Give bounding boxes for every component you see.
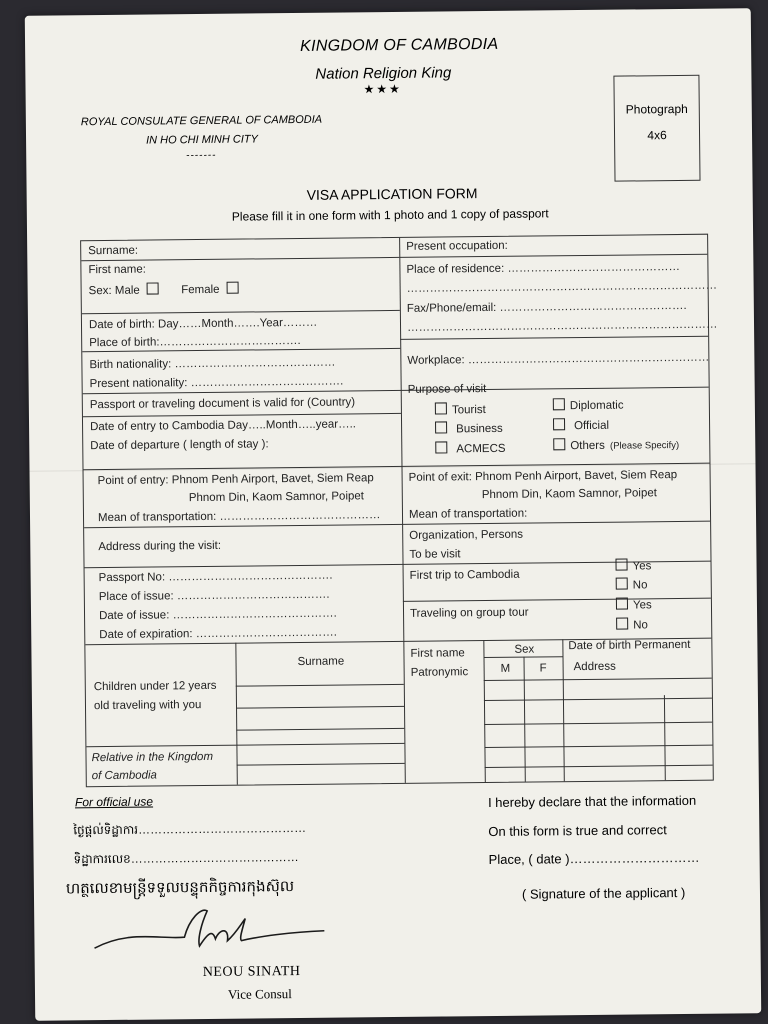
diplomatic-checkbox[interactable] [553, 398, 565, 410]
kingdom-title: KINGDOM OF CAMBODIA [300, 35, 499, 55]
surname-label: Surname: [88, 244, 139, 258]
header-separator: ------- [186, 149, 217, 162]
tourist-label: Tourist [451, 404, 486, 417]
stars: ★★★ [363, 81, 402, 97]
first-trip-yes-label: Yes [632, 560, 652, 573]
sex-female-label: Female [181, 283, 220, 297]
dob-column: Date of birth Permanent [568, 638, 691, 653]
diplomatic-label: Diplomatic [569, 399, 624, 413]
officer-signature [89, 898, 330, 961]
address-during-visit-field[interactable]: Address during the visit: [98, 539, 222, 554]
purpose-of-visit-label: Purpose of visit [407, 383, 487, 396]
patronymic-column: Patronymic [410, 666, 469, 679]
children-label: Children under 12 years [93, 679, 217, 694]
sex-column: Sex [514, 643, 535, 656]
group-tour-no[interactable] [616, 617, 648, 631]
first-name-column: First name [410, 647, 465, 660]
application-table [80, 234, 718, 788]
khmer-visa-number: ទិដ្ឋាការលេខ…………………………………… [73, 850, 299, 867]
group-tour-yes-label: Yes [632, 599, 652, 612]
form-title: VISA APPLICATION FORM [306, 185, 478, 203]
business-checkbox[interactable] [435, 421, 447, 433]
khmer-visa-date: ថ្ងៃផ្តល់ទិដ្ឋាការ…………………………………… [73, 820, 307, 838]
workplace-field[interactable]: Workplace: ……………………………………………………… [407, 351, 710, 367]
officer-name: NEOU SINATH [202, 963, 301, 981]
declaration-line-2: On this form is true and correct [488, 822, 667, 840]
purpose-diplomatic[interactable] [553, 398, 624, 413]
form-instruction: Please fill it in one form with 1 photo and 1 copy of passport [231, 206, 549, 224]
date-of-expiration-field[interactable]: Date of expiration: ………………………………. [99, 626, 338, 642]
date-of-issue-field[interactable]: Date of issue: ……………………………………. [98, 607, 337, 623]
place-of-issue-field[interactable]: Place of issue: …………………………………. [98, 588, 330, 604]
national-motto: Nation Religion King [315, 64, 452, 83]
business-label: Business [456, 422, 503, 436]
fax-phone-email-field[interactable]: Fax/Phone/email: …………………………………………. [406, 299, 687, 315]
place-of-residence-field[interactable]: Place of residence: ……………………………………… [406, 260, 681, 276]
group-tour-no-label: No [633, 619, 648, 632]
group-tour-label: Traveling on group tour [409, 606, 529, 620]
female-column: F [539, 662, 547, 675]
photo-label: Photograph [625, 101, 688, 117]
first-name-label: First name: [88, 263, 147, 277]
date-of-departure-field[interactable]: Date of departure ( length of stay ): [90, 438, 269, 453]
please-specify: (Please Specify) [609, 439, 680, 452]
residence-line-2[interactable]: ……………………………………………………………………… [406, 279, 718, 295]
first-trip-no[interactable] [616, 577, 648, 591]
birth-nationality-field[interactable]: Birth nationality: …………………………………… [89, 356, 336, 372]
official-label: Official [574, 419, 610, 433]
female-checkbox[interactable] [227, 282, 239, 294]
applicant-signature-label: ( Signature of the applicant ) [521, 884, 686, 902]
exit-transport-field[interactable]: Mean of transportation: [408, 507, 528, 521]
photo-size: 4x6 [647, 128, 667, 143]
male-checkbox[interactable] [147, 282, 159, 294]
entry-transport-field[interactable]: Mean of transportation: …………………………………… [97, 509, 381, 525]
present-nationality-field[interactable]: Present nationality: …………………………………. [89, 375, 344, 391]
present-occupation-field[interactable]: Present occupation: [406, 239, 508, 253]
official-checkbox[interactable] [553, 418, 565, 430]
first-trip-label: First trip to Cambodia [409, 568, 520, 582]
officer-title: Vice Consul [227, 986, 292, 1002]
organization-persons-label: Organization, Persons [409, 528, 524, 542]
purpose-acmecs[interactable] [435, 441, 505, 456]
group-tour-yes-checkbox[interactable] [616, 598, 628, 610]
fax-line-2[interactable]: ……………………………………………………………………… [406, 318, 718, 334]
point-of-entry-label: Point of entry: Phnom Penh Airport, Bavet, Siem Reap [97, 472, 374, 488]
place-of-birth-field[interactable]: Place of birth:………………………………. [89, 334, 301, 350]
passport-validity-label: Passport or traveling document is valid for (Country) [89, 396, 356, 412]
date-of-entry-field[interactable]: Date of entry to Cambodia Day…..Month…..year….. [90, 418, 357, 434]
passport-no-field[interactable]: Passport No: ……………………………………. [98, 569, 333, 585]
point-of-entry-label-2: Phnom Din, Kaom Samnor, Poipet [188, 490, 365, 505]
male-column: M [500, 662, 511, 675]
official-use-label: For official use [74, 794, 154, 810]
surname-column: Surname [297, 655, 345, 669]
point-of-exit-label: Point of exit: Phnom Penh Airport, Bavet, Siem Reap [408, 469, 678, 484]
photo-box [613, 75, 700, 182]
first-trip-no-checkbox[interactable] [616, 578, 628, 590]
consulate-name: ROYAL CONSULATE GENERAL OF CAMBODIA [80, 113, 323, 129]
place-date-field[interactable]: Place, ( date )………………………… [488, 849, 700, 868]
acmecs-checkbox[interactable] [435, 441, 447, 453]
to-be-visit-label: To be visit [409, 548, 461, 561]
relative-label: Relative in the Kingdom [91, 750, 214, 765]
others-label: Others [570, 439, 605, 453]
khmer-officer-signature-label: ហត្ថលេខាមន្ត្រីទទួលបន្ទុកកិច្ចការកុងស៊ុល [65, 878, 295, 898]
address-column: Address [573, 660, 616, 674]
tourist-checkbox[interactable] [435, 402, 447, 414]
dob-field[interactable]: Date of birth: Day……Month…….Year……… [88, 316, 318, 332]
relative-label-2: of Cambodia [91, 769, 158, 783]
point-of-exit-label-2: Phnom Din, Kaom Samnor, Poipet [481, 487, 658, 502]
group-tour-yes[interactable] [616, 597, 652, 611]
first-trip-yes[interactable] [615, 558, 651, 572]
declaration-line-1: I hereby declare that the information [487, 792, 697, 811]
purpose-others[interactable] [553, 437, 679, 452]
children-label-2: old traveling with you [93, 699, 202, 713]
first-trip-no-label: No [632, 579, 648, 592]
sex-field [89, 282, 244, 298]
group-tour-no-checkbox[interactable] [616, 618, 628, 630]
others-checkbox[interactable] [553, 438, 565, 450]
purpose-business[interactable] [435, 421, 503, 436]
first-trip-yes-checkbox[interactable] [615, 559, 627, 571]
visa-form-paper [25, 8, 761, 1021]
purpose-official[interactable] [553, 418, 609, 433]
acmecs-label: ACMECS [456, 442, 506, 456]
sex-male-label: Sex: Male [88, 284, 140, 298]
consulate-city: IN HO CHI MINH CITY [146, 133, 258, 147]
purpose-tourist[interactable] [435, 402, 486, 417]
